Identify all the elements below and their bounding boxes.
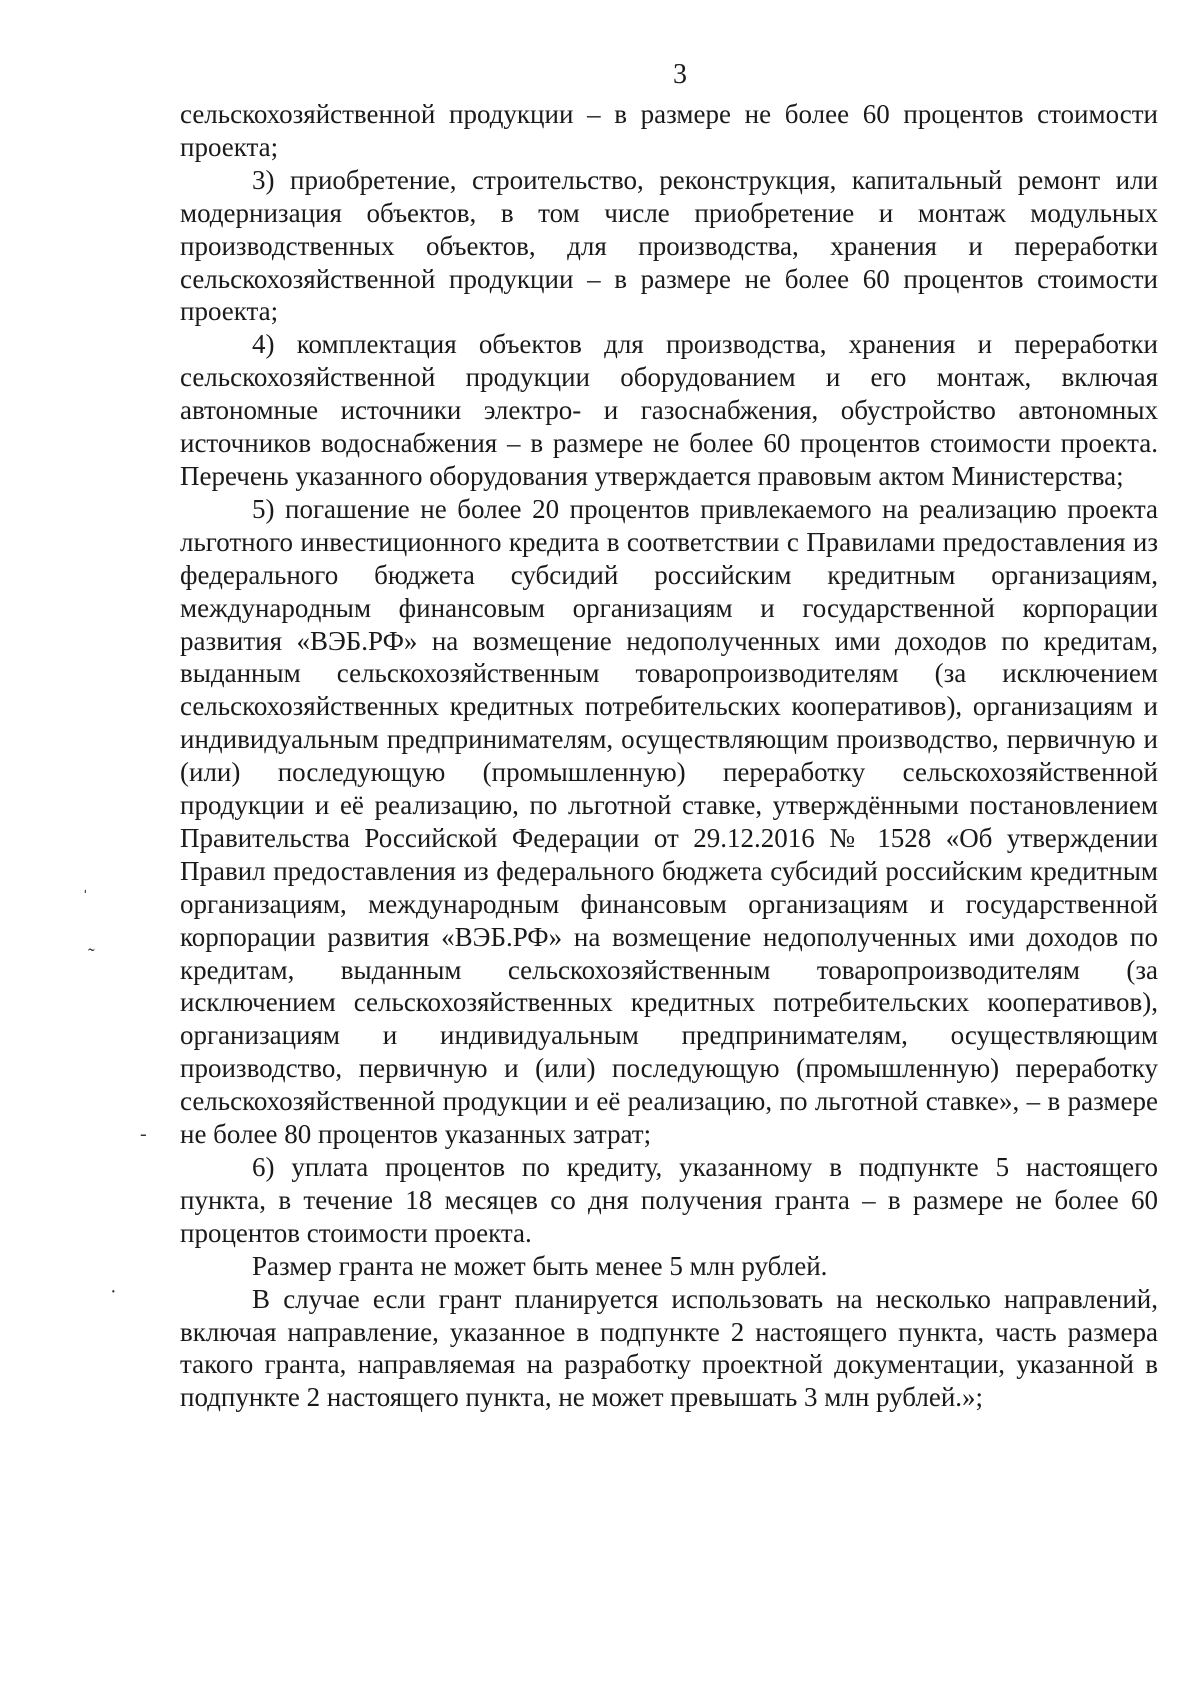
document-body [180, 98, 1158, 1414]
scan-speck: - [140, 1123, 147, 1145]
paragraph-grant-split: В случае если грант планируется использовать на несколько направлений, включая направление, указанное в подпункте 2 настоящего пункта, часть размера такого гранта, направляемая на разработку проектной документации, указанной в подпункте 2 настоящего пункта, не может превышать 3 млн рублей.»; [180, 1283, 1158, 1413]
paragraph-item-3: 3) приобретение, строительство, реконструкция, капитальный ремонт или модернизация объектов, в том числе приобретение и монтаж модульных производственных объектов, для производства, хранения и переработки сельскохозяйственной продукции – в размере не более 60 процентов стоимости проекта; [180, 164, 1158, 327]
paragraph-grant-size: Размер гранта не может быть менее 5 млн рублей. [252, 1250, 828, 1281]
paragraph-continuation: сельскохозяйственной продукции – в размере не более 60 процентов стоимости проекта; [180, 99, 1158, 162]
paragraph-item-4: 4) комплектация объектов для производства, хранения и переработки сельскохозяйственной продукции оборудованием и его монтаж, включая автономные источники электро- и газоснабжения, обустройство автономных источников водоснабжения – в размере не более 60 процентов стоимости проекта. Перечень указанного оборудования утверждается правовым актом Министерства; [180, 329, 1158, 491]
paragraph-item-6: 6) уплата процентов по кредиту, указанному в подпункте 5 настоящего пункта, в течение 18 месяцев со дня получения гранта – в размере не более 60 процентов стоимости проекта. [180, 1152, 1158, 1248]
scan-speck: ˈ [82, 887, 89, 909]
scan-speck: · [110, 1281, 117, 1303]
paragraph-item-5: 5) погашение не более 20 процентов привлекаемого на реализацию проекта льготного инвестиционного кредита в соответствии с Правилами предоставления из федерального бюджета субсидий российским кредитным организациям, международным финансовым организациям и государственной корпорации развития «ВЭБ.РФ» на возмещение недополученных ими доходов по кредитам, выданным сельскохозяйственным товаропроизводителям (за исключением сельскохозяйственных кредитных потребительских кооперативов), организациям и индивидуальным предпринимателям, осуществляющим производство, первичную и (или) последующую (промышленную) переработку сельскохозяйственной продукции и её реализацию, по льготной ставке, утверждёнными постановлением Правительства Российской Федерации от 29.12.2016 № 1528 «Об утверждении Правил предоставления из федерального бюджета субсидий российским кредитным организациям, международным финансовым организациям и государственной корпорации развития «ВЭБ.РФ» на возмещение недополученных ими доходов по кредитам, выданным сельскохозяйственным товаропроизводителям (за исключением сельскохозяйственных кредитных потребительских кооперативов), организациям и индивидуальным предпринимателям, осуществляющим производство, первичную и (или) последующую (промышленную) переработку сельскохозяйственной продукции и её реализацию, по льготной ставке», – в размере не более 80 процентов указанных затрат; [180, 493, 1158, 1150]
page-number: 3 [673, 59, 687, 90]
